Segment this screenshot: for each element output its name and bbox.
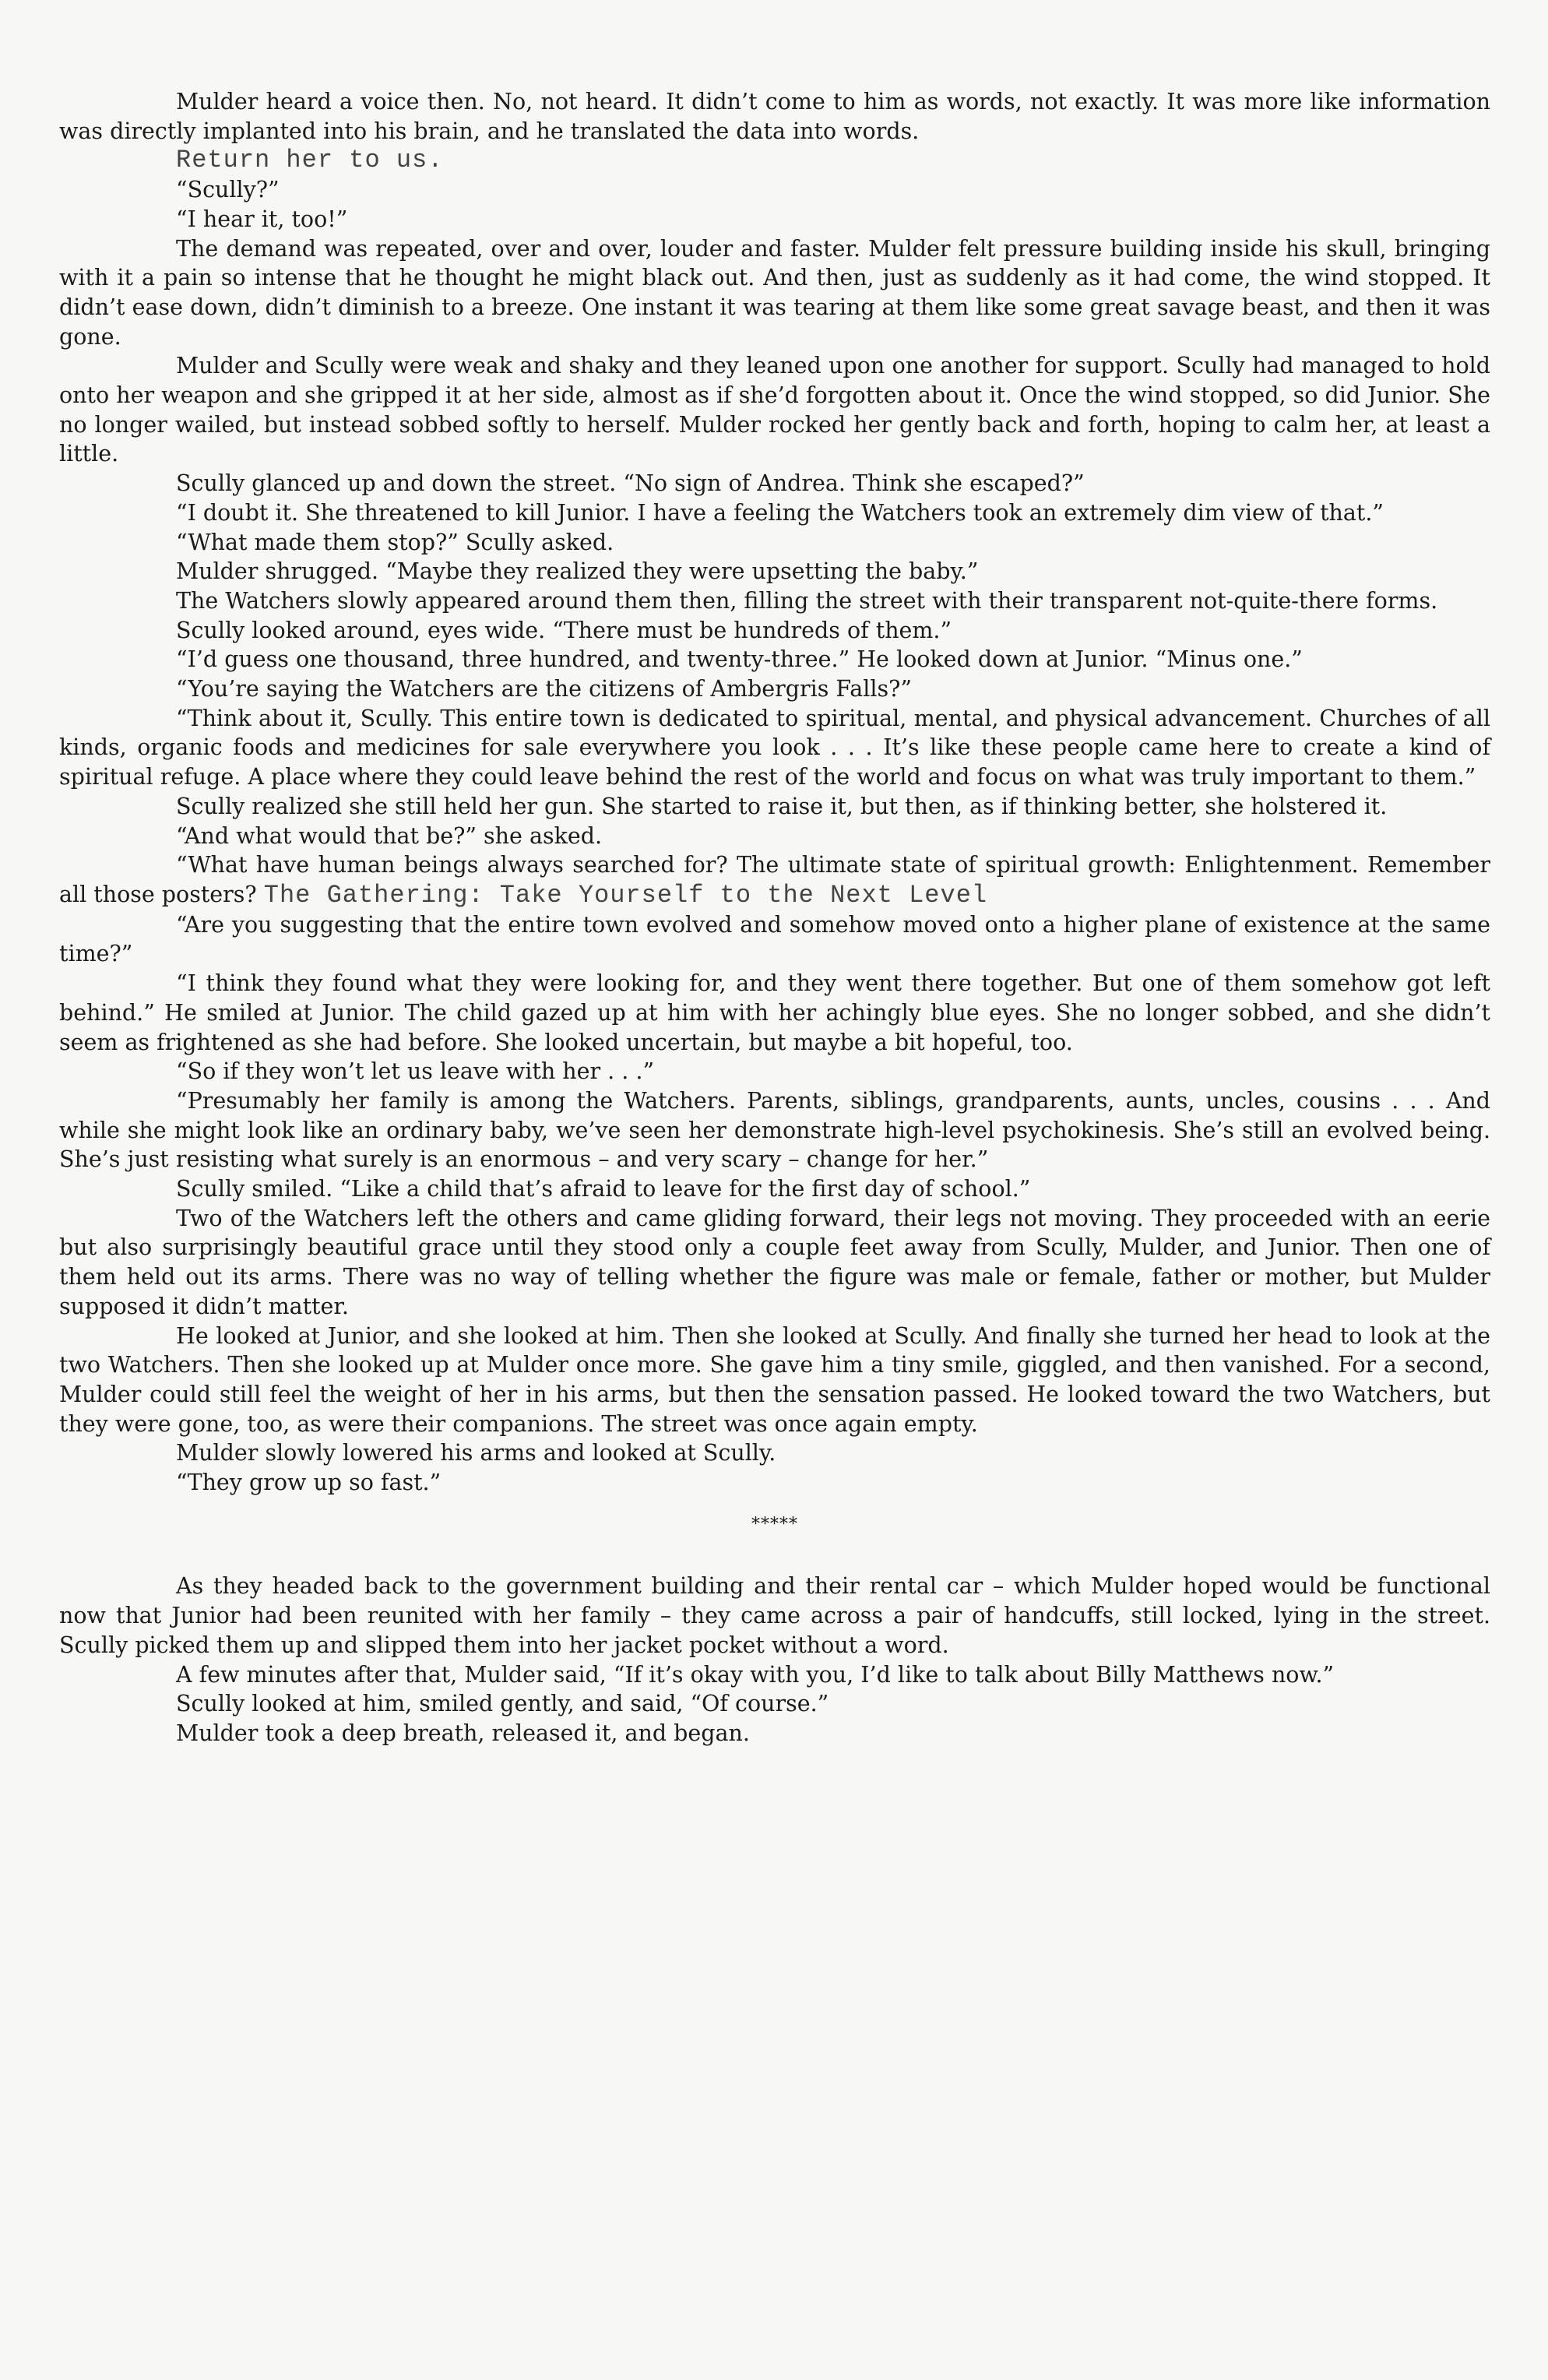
paragraph: Scully looked around, eyes wide. “There must be hundreds of them.” xyxy=(176,617,952,643)
paragraph: “I think they found what they were looking for, and they went there together. But one of them somehow got left behind.” He smiled at Junior. The child gazed up at him with her achingly blue eyes. She no longer sobbed, and she didn’t seem as frightened as she had before. She looked uncertain, but maybe a bit hopeful, too. xyxy=(59,970,1490,1055)
paragraph: As they headed back to the government building and their rental car – which Mulder hoped would be functional now that Junior had been reunited with her family – they came across a pair of handcuffs, still locked, lying in the street. Scully picked them up and slipped them into her jacket pocket without a word. xyxy=(59,1573,1490,1658)
scene-break: ***** xyxy=(751,1514,798,1534)
paragraph: He looked at Junior, and she looked at him. Then she looked at Scully. And finally she turned her head to look at the two Watchers. Then she looked up at Mulder once more. She gave him a tiny smile, giggled, and then vanished. For a second, Mulder could still feel the weight of her in his arms, but then the sensation passed. He looked toward the two Watchers, but they were gone, too, as were their companions. The street was once again empty. xyxy=(59,1322,1490,1437)
paragraph: The Watchers slowly appeared around them then, filling the street with their transparent not-quite-there forms. xyxy=(176,587,1438,614)
book-page xyxy=(59,87,1490,1748)
paragraph: “So if they won’t let us leave with her . . .” xyxy=(176,1058,655,1085)
paragraph: Mulder shrugged. “Maybe they realized they were upsetting the baby.” xyxy=(176,558,979,585)
paragraph: Mulder slowly lowered his arms and looked at Scully. xyxy=(176,1440,776,1466)
enlightenment-text: “What have human beings always searched for? The ultimate state of spiritual growth: Enlightenment. Remember all those posters? xyxy=(59,852,1490,907)
paragraph: Scully realized she still held her gun. She started to raise it, but then, as if thinking better, she holstered it. xyxy=(176,793,1388,819)
paragraph: “What made them stop?” Scully asked. xyxy=(176,529,614,555)
paragraph: “I hear it, too!” xyxy=(176,206,348,232)
paragraph: “Are you suggesting that the entire town evolved and somehow moved onto a higher plane of existence at the same time?” xyxy=(59,911,1490,967)
paragraph: “I’d guess one thousand, three hundred, and twenty-three.” He looked down at Junior. “Minus one.” xyxy=(176,646,1303,673)
paragraph: Two of the Watchers left the others and came gliding forward, their legs not moving. They proceeded with an eerie but also surprisingly beautiful grace until they stood only a couple feet away from Scully, Mulder, and Junior. Then one of them held out its arms. There was no way of telling whether the figure was male or female, father or mother, but Mulder supposed it didn’t matter. xyxy=(59,1205,1490,1319)
paragraph: “Presumably her family is among the Watchers. Parents, siblings, grandparents, aunts, uncles, cousins . . . And while she might look like an ordinary baby, we’ve seen her demonstrate high-level psychokinesis. She’s still an evolved being. She’s just resisting what surely is an enormous – and very scary – change for her.” xyxy=(59,1087,1490,1173)
paragraph: A few minutes after that, Mulder said, “If it’s okay with you, I’d like to talk about Billy Matthews now.” xyxy=(176,1661,1335,1688)
paragraph: Scully smiled. “Like a child that’s afraid to leave for the first day of school.” xyxy=(176,1176,1031,1202)
paragraph: Mulder heard a voice then. No, not heard. It didn’t come to him as words, not exactly. It was more like information was directly implanted into his brain, and he translated the data into words. xyxy=(59,89,1490,144)
paragraph-enlightenment xyxy=(59,850,1490,910)
paragraph: Scully glanced up and down the street. “No sign of Andrea. Think she escaped?” xyxy=(176,470,1085,497)
paragraph: Scully looked at him, smiled gently, and said, “Of course.” xyxy=(176,1691,829,1717)
paragraph: “You’re saying the Watchers are the citizens of Ambergris Falls?” xyxy=(176,676,912,702)
paragraph: “And what would that be?” she asked. xyxy=(176,822,603,849)
poster-text: The Gathering: Take Yourself to the Next Level xyxy=(263,880,988,910)
paragraph: Mulder and Scully were weak and shaky and they leaned upon one another for support. Scully had managed to hold onto her weapon and she gripped it at her side, almost as if she’d forgotten about it. Once the wind stopped, so did Junior. She no longer wailed, but instead sobbed softly to herself. Mulder rocked her gently back and forth, hoping to calm her, at least a little. xyxy=(59,353,1490,467)
paragraph: “They grow up so fast.” xyxy=(176,1470,442,1496)
paragraph: “I doubt it. She threatened to kill Junior. I have a feeling the Watchers took an extremely dim view of that.” xyxy=(176,499,1384,526)
paragraph: The demand was repeated, over and over, louder and faster. Mulder felt pressure building inside his skull, bringing with it a pain so intense that he thought he might black out. And then, just as suddenly as it had come, the wind stopped. It didn’t ease down, didn’t diminish to a breeze. One instant it was tearing at them like some great savage beast, and then it was gone. xyxy=(59,235,1490,350)
paragraph: “Think about it, Scully. This entire town is dedicated to spiritual, mental, and physical advancement. Churches of all kinds, organic foods and medicines for sale everywhere you look . . . It’s like these people came here to create a kind of spiritual refuge. A place where they could leave behind the rest of the world and focus on what was truly important to them.” xyxy=(59,705,1490,790)
paragraph: Mulder took a deep breath, released it, and began. xyxy=(176,1720,750,1746)
telepathic-voice-line: Return her to us. xyxy=(176,146,444,175)
paragraph: “Scully?” xyxy=(176,177,280,203)
